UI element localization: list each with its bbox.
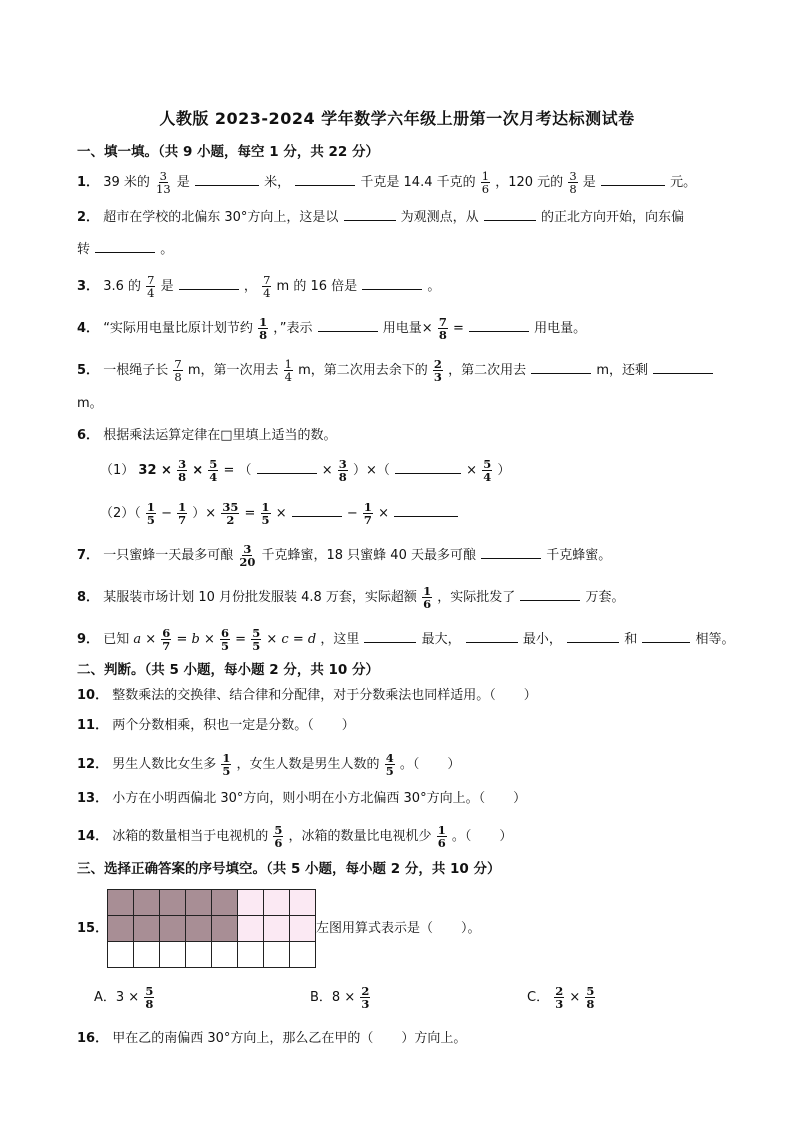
fraction: $\frac{6}{5}$ (221, 626, 230, 653)
question-number: 14． (77, 829, 109, 844)
question-7 (77, 543, 611, 568)
question-text: 相等。 (695, 632, 735, 647)
grid-cell-white (264, 942, 290, 968)
answer-blank[interactable] (653, 359, 713, 374)
question-number: 16． (77, 1031, 109, 1046)
grid-cell-light (290, 916, 316, 942)
equals-sign: = (244, 506, 256, 521)
grid-cell-white (134, 942, 160, 968)
expression-text: 32 × (138, 463, 172, 478)
fraction: $\frac{6}{7}$ (162, 626, 171, 653)
question-text: 冰箱的数量相当于电视机的 (112, 829, 269, 844)
grid-cell-light (238, 916, 264, 942)
answer-blank[interactable] (601, 171, 665, 186)
question-number: 8． (77, 590, 100, 605)
question-text: 千克蜂蜜，18 只蜜蜂 40 天最多可酿 (261, 548, 476, 563)
question-text: ，120 元的 (495, 175, 564, 190)
question-15-number (77, 919, 108, 939)
answer-blank[interactable] (364, 628, 416, 643)
option-label: C． (527, 990, 550, 1005)
section-heading-judge: 二、判断。（共 5 小题，每小题 2 分，共 10 分） (77, 662, 380, 678)
equals-sign: = (292, 632, 308, 647)
question-5-continued (77, 394, 103, 414)
question-text: 男生人数比女生多 (112, 757, 217, 772)
question-text: 整数乘法的交换律、结合律和分配律，对于分数乘法也同样适用。（ (112, 688, 496, 703)
grid-cell-light (264, 890, 290, 916)
question-number: 7． (77, 548, 100, 563)
sub-label: （2）（ (100, 506, 141, 521)
question-4 (77, 316, 586, 341)
question-text: 左图用算式表示是（ (316, 921, 434, 936)
fraction: $\frac{2}{3}$ (555, 984, 564, 1011)
question-text: 转 (77, 242, 91, 257)
answer-blank[interactable] (257, 459, 317, 474)
question-text: 和 (624, 632, 638, 647)
fraction: $\frac{1}{6}$ (437, 823, 446, 850)
question-number: 11． (77, 718, 109, 733)
grid-cell-white (186, 942, 212, 968)
question-11 (77, 716, 355, 736)
section-heading-fill: 一、填一填。（共 9 小题，每空 1 分，共 22 分） (77, 144, 380, 160)
answer-blank[interactable] (481, 544, 541, 559)
question-text: 为观测点，从 (400, 210, 479, 225)
fraction: $\frac{7}{8}$ (174, 357, 182, 384)
option-label: A．3 × (94, 990, 140, 1005)
answer-blank[interactable] (344, 206, 396, 221)
grid-cell-dark (186, 916, 212, 942)
question-text: 是 (176, 175, 190, 190)
question-14 (77, 824, 512, 849)
fraction: $\frac{2}{3}$ (361, 984, 370, 1011)
question-8 (77, 585, 625, 610)
variable-b: b (191, 632, 200, 647)
equals-sign: = (235, 632, 251, 647)
equals-sign: = (176, 632, 192, 647)
fraction: $\frac{5}{5}$ (252, 626, 261, 653)
fraction: $\frac{1}{6}$ (481, 169, 490, 196)
fraction: $\frac{1}{6}$ (423, 584, 432, 611)
question-text: ） (523, 688, 537, 703)
variable-d: d (307, 632, 317, 647)
fraction: $\frac{1}{5}$ (222, 751, 231, 778)
fraction: $\frac{7}{4}$ (263, 273, 271, 300)
question-3 (77, 274, 440, 299)
answer-blank[interactable] (292, 502, 342, 517)
question-text: ） (447, 757, 461, 772)
times-sign: × (145, 632, 157, 647)
question-text: 用电量。 (534, 321, 587, 336)
grid-cell-dark (212, 916, 238, 942)
fraction: $\frac{1}{4}$ (284, 357, 292, 384)
question-number: 6． (77, 428, 100, 443)
question-text: 米， (264, 175, 291, 190)
question-number: 10． (77, 688, 109, 703)
question-text: 元。 (670, 175, 697, 190)
grid-cell-dark (108, 916, 134, 942)
answer-blank[interactable] (95, 238, 155, 253)
question-text: m，第一次用去 (187, 363, 279, 378)
question-number: 12． (77, 757, 109, 772)
question-text: m，还剩 (596, 363, 649, 378)
question-text: 万套。 (585, 590, 625, 605)
question-text: 千克是 14.4 千克的 (360, 175, 476, 190)
question-text: 某服装市场计划 10 月份批发服装 4.8 万套，实际超额 (103, 590, 417, 605)
question-text: 。 (160, 242, 174, 257)
fraction: $\frac{3}{8}$ (569, 169, 577, 196)
times-sign: × (378, 506, 389, 521)
times-sign: × (266, 632, 278, 647)
answer-blank[interactable] (179, 275, 239, 290)
answer-blank[interactable] (469, 317, 529, 332)
fraction: $\frac{1}{7}$ (178, 500, 187, 527)
fraction: $\frac{5}{8}$ (145, 984, 154, 1011)
fraction: $\frac{5}{8}$ (586, 984, 595, 1011)
expression-text: ）× (192, 506, 217, 521)
answer-blank[interactable] (531, 359, 591, 374)
question-text: 39 米的 (103, 175, 150, 190)
question-number: 13． (77, 791, 109, 806)
question-text: ，实际批发了 (437, 590, 516, 605)
grid-cell-white (212, 942, 238, 968)
times-sign: × (203, 632, 215, 647)
question-number: 2． (77, 210, 100, 225)
grid-cell-white (160, 942, 186, 968)
section-heading-choice: 三、选择正确答案的序号填空。（共 5 小题，每小题 2 分，共 10 分） (77, 861, 501, 877)
sub-label: （1） (100, 463, 135, 478)
question-text: ，这里 (320, 632, 360, 647)
grid-cell-white (108, 942, 134, 968)
answer-blank[interactable] (567, 628, 619, 643)
times-sign: × (275, 506, 287, 521)
question-text: 3.6 的 (103, 279, 141, 294)
grid-cell-light (238, 890, 264, 916)
page-title: 人教版 2023-2024 学年数学六年级上册第一次月考达标测试卷 (159, 109, 635, 128)
question-number: 1． (77, 175, 100, 190)
question-6 (77, 426, 336, 446)
question-text: ，女生人数是男生人数的 (236, 757, 380, 772)
expression-text: ）×（ (352, 463, 390, 478)
question-text: 一根绳子长 (103, 363, 169, 378)
question-text: ） (499, 829, 513, 844)
fraction: $\frac{3}{8}$ (338, 457, 347, 484)
question-5 (77, 358, 714, 383)
grid-cell-dark (134, 890, 160, 916)
fraction: $\frac{2}{3}$ (433, 357, 442, 384)
grid-cell-dark (160, 916, 186, 942)
fraction: $\frac{5}{4}$ (483, 457, 492, 484)
option-a[interactable] (94, 985, 155, 1010)
question-16 (77, 1029, 466, 1049)
minus-sign: − (346, 506, 358, 521)
question-text: 已知 (103, 632, 130, 647)
question-text: 最大， (421, 632, 461, 647)
question-13 (77, 789, 526, 809)
question-text: 最小， (522, 632, 562, 647)
question-9 (77, 627, 735, 652)
fraction: $\frac{3}{13}$ (156, 169, 171, 196)
expression-text: = （ (223, 463, 252, 478)
fraction: $\frac{4}{5}$ (385, 751, 394, 778)
question-2 (77, 206, 684, 228)
question-text: ）。 (461, 921, 481, 936)
question-text: ，冰箱的数量比电视机少 (288, 829, 432, 844)
question-text: 超市在学校的北偏东 30°方向上，这是以 (103, 210, 339, 225)
grid-cell-dark (108, 890, 134, 916)
question-text: “实际用电量比原计划节约 (103, 321, 253, 336)
times-sign: × (192, 463, 204, 478)
option-label: B．8 × (310, 990, 356, 1005)
question-10 (77, 686, 537, 706)
question-text: ，第二次用去 (448, 363, 527, 378)
grid-cell-white (290, 942, 316, 968)
question-12 (77, 752, 460, 777)
fraction: $\frac{1}{7}$ (363, 500, 372, 527)
answer-blank[interactable] (484, 206, 536, 221)
answer-blank[interactable] (394, 502, 458, 517)
question-text: 千克蜂蜜。 (546, 548, 612, 563)
question-text: 是 (582, 175, 596, 190)
fraction: $\frac{5}{6}$ (274, 823, 283, 850)
question-text: 。 (427, 279, 441, 294)
times-sign: × (569, 990, 581, 1005)
grid-cell-dark (160, 890, 186, 916)
question-text: ，”表示 (273, 321, 313, 336)
fraction: $\frac{3}{8}$ (178, 457, 187, 484)
answer-blank[interactable] (466, 628, 518, 643)
fraction: $\frac{3}{20}$ (239, 542, 256, 569)
question-6-part-1 (100, 458, 510, 483)
question-text: ）方向上。 (401, 1031, 467, 1046)
fraction: $\frac{35}{2}$ (222, 500, 239, 527)
question-text: 甲在乙的南偏西 30°方向上，那么乙在甲的（ (112, 1031, 374, 1046)
question-text: 小方在小明西偏北 30°方向，则小明在小方北偏西 30°方向上。（ (112, 791, 486, 806)
question-15-text (316, 919, 481, 939)
fraction: $\frac{1}{5}$ (146, 500, 155, 527)
question-text: 。（ (451, 829, 472, 844)
question-text: m，第二次用去余下的 (298, 363, 428, 378)
question-text: 是 (160, 279, 174, 294)
question-number: 5． (77, 363, 100, 378)
grid-cell-dark (186, 890, 212, 916)
question-text: 的正北方向开始，向东偏 (540, 210, 684, 225)
question-text: m。 (77, 396, 103, 411)
question-number: 3． (77, 279, 100, 294)
option-c[interactable] (527, 985, 596, 1010)
grid-cell-light (290, 890, 316, 916)
minus-sign: − (161, 506, 172, 521)
question-text: = (452, 321, 464, 336)
answer-blank[interactable] (362, 275, 422, 290)
answer-blank[interactable] (195, 171, 259, 186)
grid-cell-light (264, 916, 290, 942)
question-2-continued (77, 238, 173, 260)
variable-a: a (133, 632, 142, 647)
question-text: 根据乘法运算定律在□里填上适当的数。 (103, 428, 337, 443)
fraction: $\frac{5}{4}$ (209, 457, 218, 484)
answer-blank[interactable] (295, 171, 355, 186)
question-text: m 的 16 倍是 (276, 279, 358, 294)
answer-blank[interactable] (642, 628, 690, 643)
grid-cell-dark (212, 890, 238, 916)
question-1 (77, 170, 696, 195)
question-text: 两个分数相乘，积也一定是分数。（ (112, 718, 314, 733)
times-sign: × (321, 463, 333, 478)
question-number: 9． (77, 632, 100, 647)
question-number: 15． (77, 921, 109, 936)
question-text: ） (341, 718, 355, 733)
answer-blank[interactable] (520, 586, 580, 601)
question-text: 用电量× (382, 321, 433, 336)
variable-c: c (281, 632, 289, 647)
grid-cell-white (238, 942, 264, 968)
question-text: ） (513, 791, 527, 806)
fraction: $\frac{1}{8}$ (259, 315, 268, 342)
question-text: ， (243, 279, 257, 294)
fraction: $\frac{7}{8}$ (438, 315, 447, 342)
fraction: $\frac{7}{4}$ (147, 273, 155, 300)
times-sign: × (466, 463, 478, 478)
fraction: $\frac{1}{5}$ (261, 500, 270, 527)
question-text: 。（ (399, 757, 420, 772)
question-text: 一只蜜蜂一天最多可酿 (103, 548, 234, 563)
question-number: 4． (77, 321, 100, 336)
expression-text: ） (497, 463, 511, 478)
question-6-part-2 (100, 501, 459, 526)
answer-blank[interactable] (318, 317, 378, 332)
grid-cell-dark (134, 916, 160, 942)
answer-blank[interactable] (395, 459, 461, 474)
fraction-grid-figure (107, 889, 316, 968)
option-b[interactable] (310, 985, 371, 1010)
